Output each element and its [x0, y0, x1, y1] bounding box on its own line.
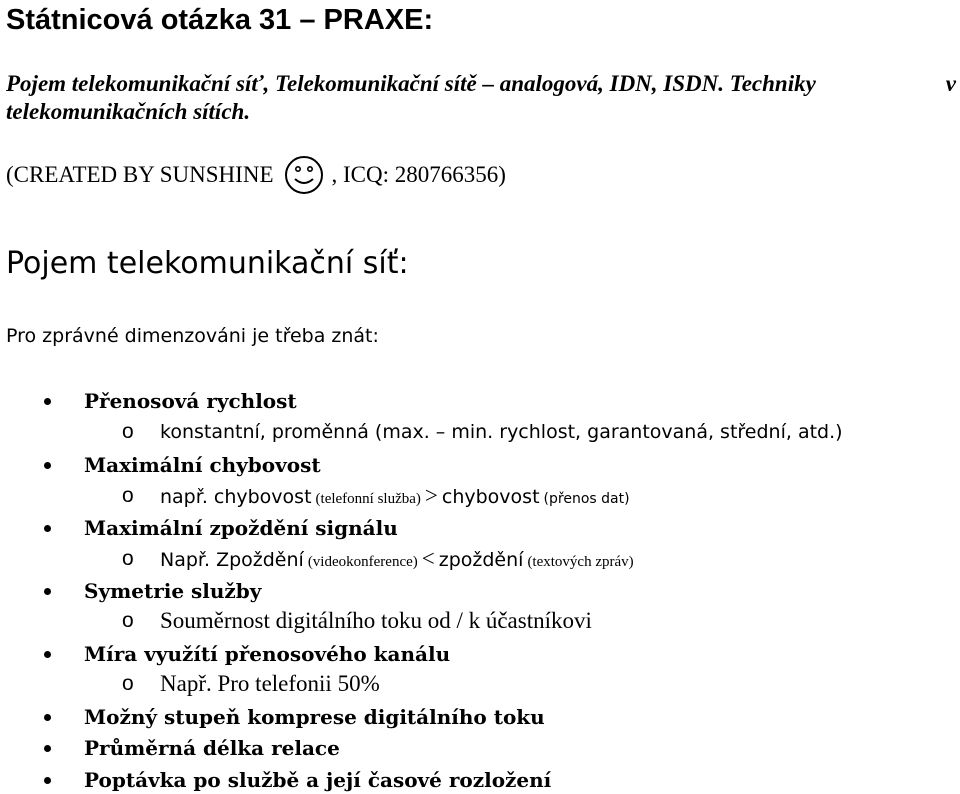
sub-text-part: Např. Zpoždění	[160, 549, 304, 571]
sub-text-part: chybovost	[441, 486, 540, 508]
list-item-label: Průměrná délka relace	[84, 736, 340, 760]
sub-marker: o	[122, 609, 134, 632]
bullet-icon	[44, 588, 51, 595]
comparison-sign: >	[424, 483, 438, 508]
section-heading: Pojem telekomunikační síť:	[6, 246, 409, 281]
list-item-label: Poptávka po službě a její časové rozložení	[84, 768, 552, 792]
sub-marker: o	[122, 672, 134, 695]
comparison-sign: <	[421, 546, 435, 571]
topic-text-1: Pojem telekomunikační síť, Telekomunikační sítě – analogová, IDN, ISDN. Techniky	[6, 71, 816, 96]
sub-marker: o	[122, 484, 134, 507]
sub-text-note: (telefonní služba)	[315, 491, 421, 507]
sub-text-part: zpoždění	[438, 549, 524, 571]
bullet-icon	[44, 398, 51, 405]
bullet-icon	[44, 745, 51, 752]
sub-item-text	[160, 482, 630, 513]
list-item-label: Míra využítí přenosového kanálu	[84, 642, 451, 666]
sub-text-part: např. chybovost	[160, 486, 312, 508]
bullet-icon	[44, 777, 51, 784]
credit-line	[6, 155, 506, 195]
smiley-icon	[284, 155, 324, 195]
credit-text-end: , ICQ: 280766356)	[331, 162, 506, 187]
topic-line-2: telekomunikačních sítích.	[6, 99, 251, 124]
list-item-label: Přenosová rychlost	[84, 389, 297, 413]
topic-text-1-end: v	[945, 71, 956, 96]
credit-text-start: (CREATED BY SUNSHINE	[6, 162, 274, 187]
page-title: Státnicová otázka 31 – PRAXE:	[6, 4, 434, 36]
bullet-icon	[44, 525, 51, 532]
list-item-label: Maximální zpoždění signálu	[84, 516, 398, 540]
sub-text-note: (videokonference)	[307, 554, 418, 570]
sub-marker: o	[122, 420, 134, 443]
intro-text: Pro zprávné dimenzováni je třeba znát:	[6, 325, 379, 347]
list-item-label: Možný stupeň komprese digitálního toku	[84, 705, 545, 729]
sub-item-text: Souměrnost digitálního toku od / k účastníkovi	[160, 608, 592, 633]
topic-line-1	[6, 70, 956, 98]
sub-text-note: (textových zpráv)	[527, 554, 634, 570]
bullet-icon	[44, 651, 51, 658]
bullet-icon	[44, 462, 51, 469]
sub-marker: o	[122, 547, 134, 570]
list-item-label: Maximální chybovost	[84, 453, 321, 477]
sub-text-note: (přenos dat)	[543, 491, 630, 507]
sub-item-text	[160, 545, 634, 576]
sub-item-text: konstantní, proměnná (max. – min. rychlost, garantovaná, střední, atd.)	[160, 421, 843, 443]
sub-item-text: Např. Pro telefonii 50%	[160, 671, 380, 696]
list-item-label: Symetrie služby	[84, 579, 262, 603]
bullet-icon	[44, 714, 51, 721]
